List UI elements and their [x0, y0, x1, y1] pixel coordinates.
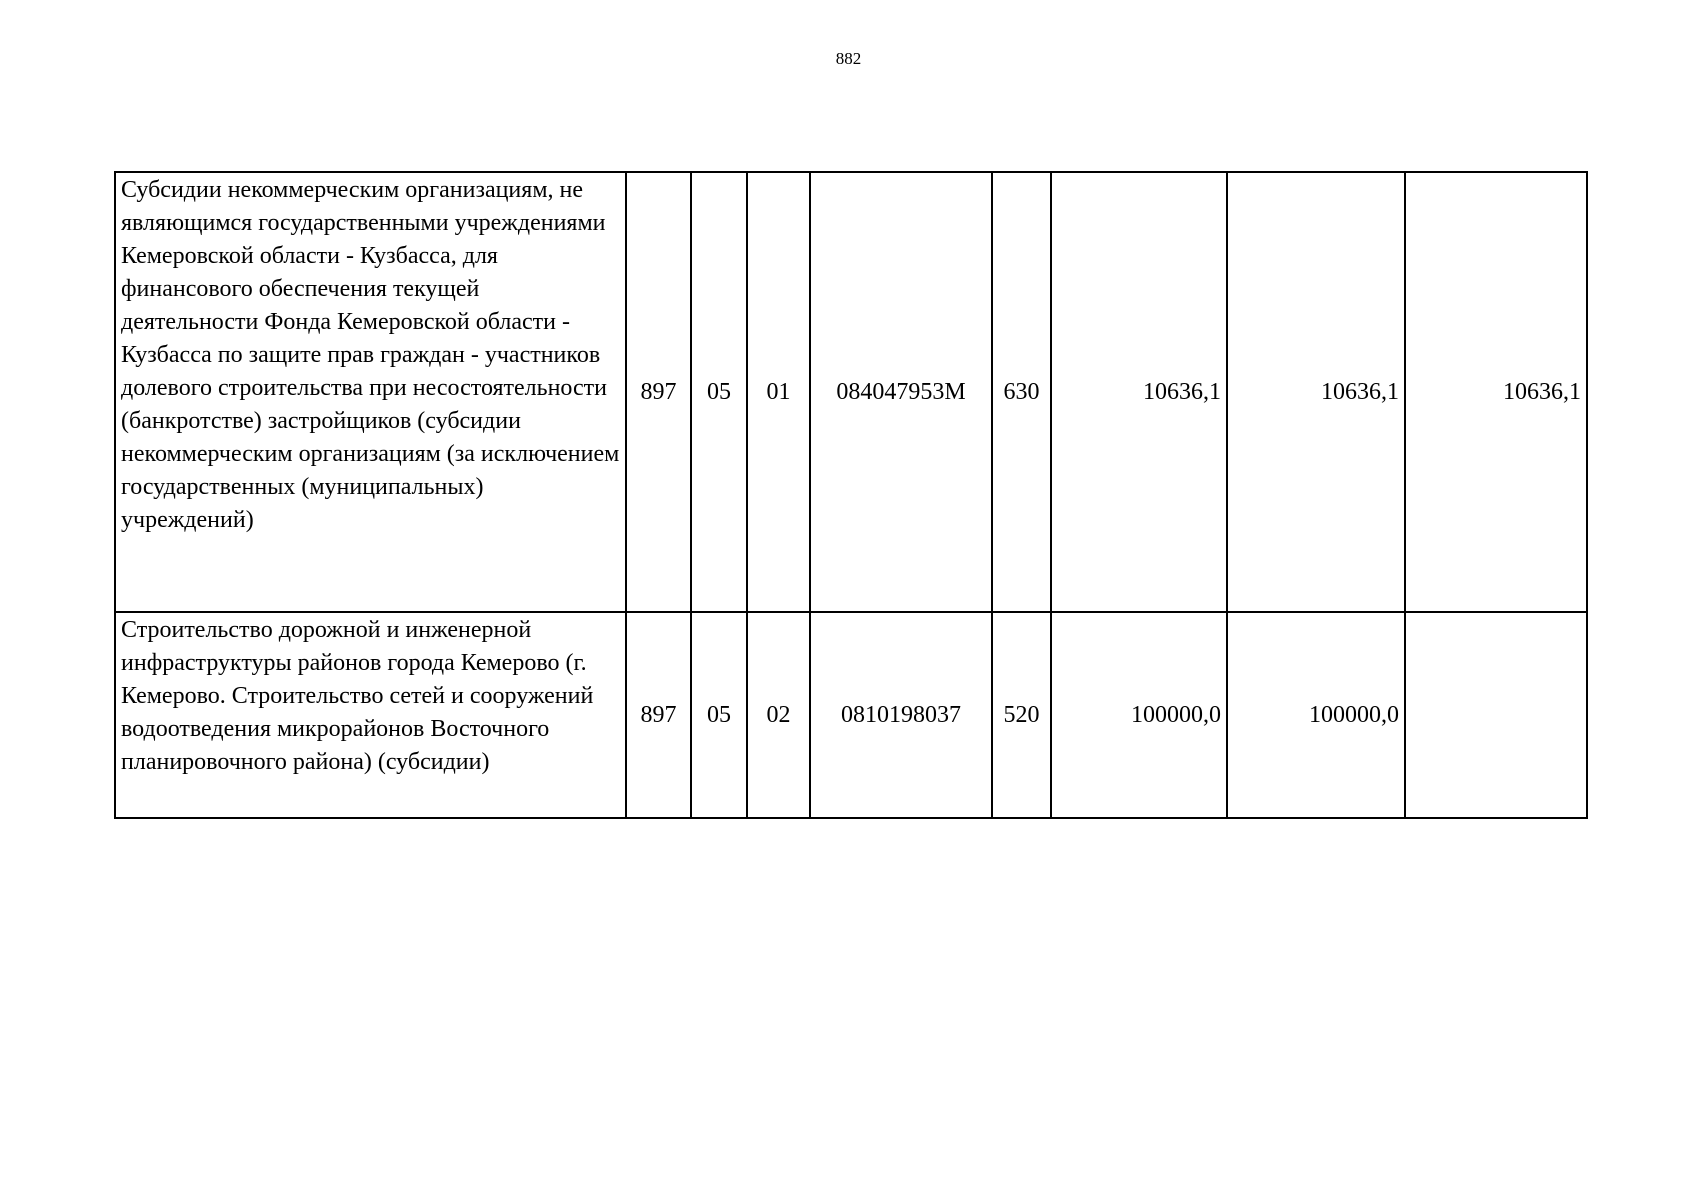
expense-description: Строительство дорожной и инженерной инфраструктуры районов города Кемерово (г. Кемерово. Строительство сетей и сооружений водоотведения микрорайонов Восточного планировочного района) (субсидии) — [115, 612, 626, 818]
amount-year-3: 10636,1 — [1405, 172, 1587, 612]
table-row — [115, 172, 1587, 612]
ministry-code: 897 — [626, 612, 691, 818]
amount-year-2: 10636,1 — [1227, 172, 1405, 612]
expense-type-code: 630 — [992, 172, 1051, 612]
budget-table — [114, 171, 1588, 819]
amount-year-1: 100000,0 — [1051, 612, 1227, 818]
target-article-code: 0810198037 — [810, 612, 992, 818]
expense-description: Субсидии некоммерческим организациям, не являющимся государственными учреждениями Кемеровской области - Кузбасса, для финансового обеспечения текущей деятельности Фонда Кемеровской области - Кузбасса по защите прав граждан - участников долевого строительства при несостоятельности (банкротстве) застройщиков (субсидии некоммерческим организациям (за исключением государственных (муниципальных) учреждений) — [115, 172, 626, 612]
subsection-code: 02 — [747, 612, 810, 818]
amount-year-3 — [1405, 612, 1587, 818]
ministry-code: 897 — [626, 172, 691, 612]
subsection-code: 01 — [747, 172, 810, 612]
expense-type-code: 520 — [992, 612, 1051, 818]
section-code: 05 — [691, 172, 747, 612]
amount-year-2: 100000,0 — [1227, 612, 1405, 818]
table-row — [115, 612, 1587, 818]
page-number: 882 — [835, 49, 862, 68]
target-article-code: 084047953М — [810, 172, 992, 612]
section-code: 05 — [691, 612, 747, 818]
amount-year-1: 10636,1 — [1051, 172, 1227, 612]
